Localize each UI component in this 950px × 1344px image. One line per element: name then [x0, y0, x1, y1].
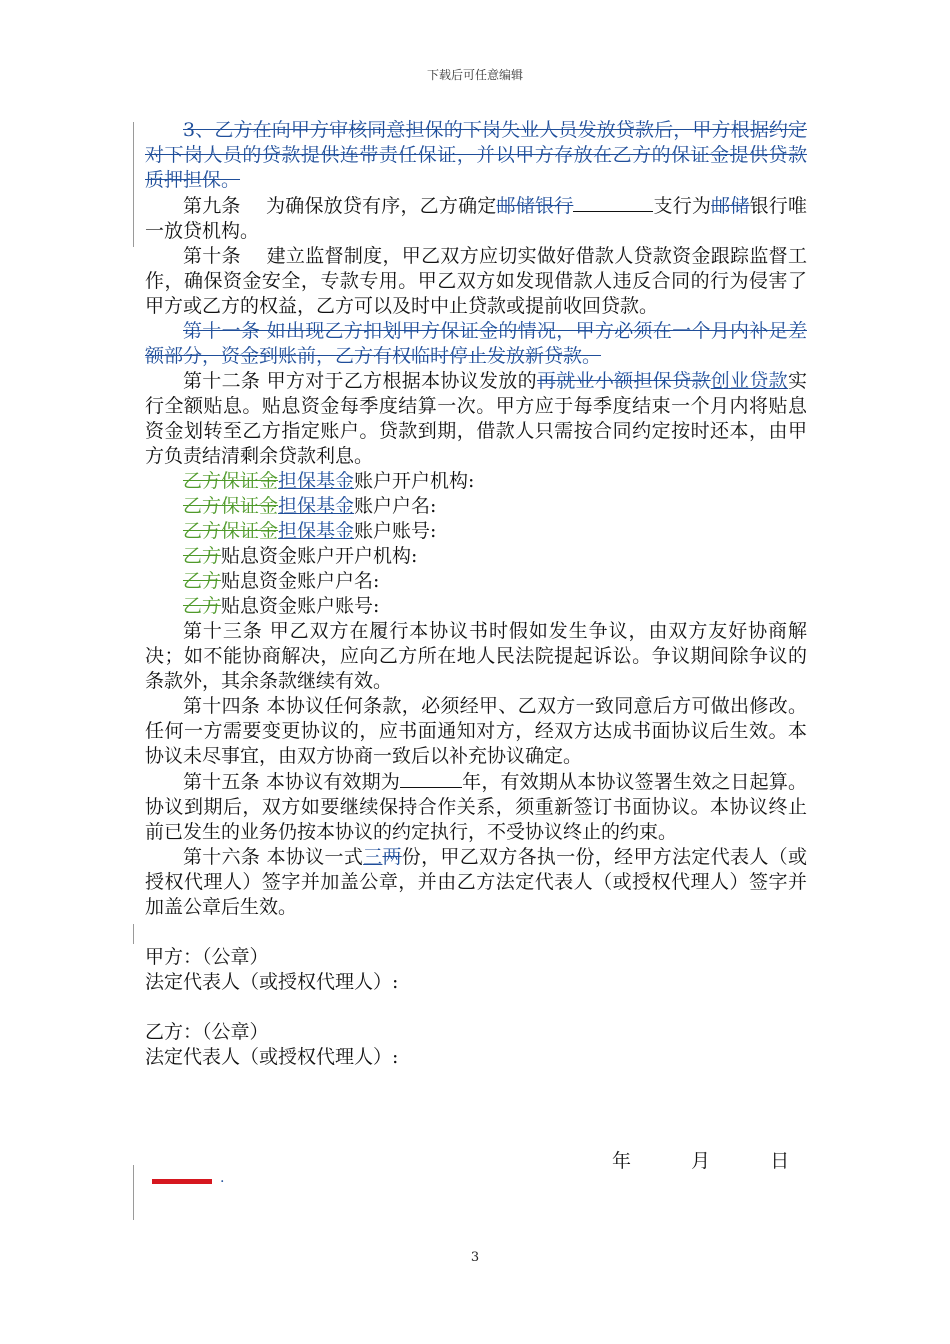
fund-account-bank: 乙方保证金担保基金账户开户机构:: [183, 470, 475, 492]
article-12: 第十二条 甲方对于乙方根据本协议发放的再就业小额担保贷款创业贷款实行全额贴息。贴息资金每季度结算一次。甲方应于每季度结束一个月内将贴息资金划转至乙方指定账户。贷款到期，借款人只需按合同约定按时还本，由甲方负责结清剩余贷款利息。: [145, 370, 807, 467]
party-a-representative: 法定代表人（或授权代理人）:: [145, 971, 399, 993]
party-b-representative: 法定代表人（或授权代理人）:: [145, 1046, 399, 1068]
party-a-seal: 甲方：（公章）: [145, 946, 269, 968]
trailing-mark: .: [220, 1170, 225, 1186]
branch-blank: [573, 193, 653, 212]
revision-bar-bottom: [133, 1165, 134, 1220]
article-16: 第十六条 本协议一式三两份，甲乙双方各执一份，经甲方法定代表人（或授权代理人）签字并加盖公章，并由乙方法定代表人（或授权代理人）签字并加盖公章后生效。: [145, 846, 807, 918]
interest-account-bank: 乙方贴息资金账户开户机构:: [183, 545, 418, 567]
page-header-note: 下载后可任意编辑: [426, 68, 523, 82]
revision-bar-top: [133, 122, 134, 247]
inserted-loan-type: 创业贷款: [710, 370, 788, 392]
interest-account-name: 乙方贴息资金账户户名:: [183, 570, 380, 592]
interest-account-number: 乙方贴息资金账户账号:: [183, 595, 380, 617]
party-b-seal: 乙方：（公章）: [145, 1021, 269, 1043]
article-11-deleted: 第十一条 如出现乙方扣划甲方保证金的情况，甲方必须在一个月内补足差额部分，资金到账前，乙方有权临时停止发放新贷款。: [145, 320, 807, 367]
deleted-loan-type: 再就业小额担保贷款: [536, 370, 711, 392]
revision-bar-mid: [133, 924, 134, 944]
inserted-copies: 三: [363, 846, 383, 868]
article-15: 第十五条 本协议有效期为 年，有效期从本协议签署生效之日起算。协议到期后，双方如要继续保持合作关系，须重新签订书面协议。本协议终止前已发生的业务仍按本协议的约定执行，不受协议终止的约束。: [145, 771, 807, 843]
deleted-copies: 两: [382, 846, 402, 868]
deleted-bank-name-2: 邮储: [711, 195, 750, 217]
article-14: 第十四条 本协议任何条款，必须经甲、乙双方一致同意后方可做出修改。任何一方需要变更协议的，应书面通知对方，经双方达成书面协议后生效。本协议未尽事宜，由双方协商一致后以补充协议确定。: [145, 695, 807, 767]
fund-account-name: 乙方保证金担保基金账户户名:: [183, 495, 437, 517]
document-body: [145, 118, 807, 1070]
article-13: 第十三条 甲乙双方在履行本协议书时假如发生争议，由双方友好协商解决；如不能协商解决，应向乙方所在地人民法院提起诉讼。争议期间除争议的条款外，其余条款继续有效。: [145, 620, 807, 692]
fund-account-number: 乙方保证金担保基金账户账号:: [183, 520, 437, 542]
red-revision-mark: [152, 1179, 212, 1184]
term-years-blank: [400, 769, 462, 788]
clause-3-deleted: 3、乙方在向甲方审核同意担保的下岗失业人员发放贷款后，甲方根据约定对下岗人员的贷款提供连带责任保证，并以甲方存放在乙方的保证金提供贷款质押担保。: [145, 119, 807, 191]
page-number: 3: [470, 1250, 480, 1265]
date-day: 日: [770, 1150, 790, 1172]
article-9: 第九条 为确保放贷有序，乙方确定邮储银行 支行为邮储银行唯一放贷机构。: [145, 195, 807, 242]
signing-date: [612, 1146, 789, 1173]
date-month: 月: [691, 1150, 711, 1172]
article-10: 第十条 建立监督制度，甲乙双方应切实做好借款人贷款资金跟踪监督工作，确保资金安全，专款专用。甲乙双方如发现借款人违反合同的行为侵害了甲方或乙方的权益，乙方可以及时中止贷款或提前收回贷款。: [145, 245, 807, 317]
date-year: 年: [612, 1150, 632, 1172]
deleted-bank-name: 邮储银行: [496, 195, 574, 217]
